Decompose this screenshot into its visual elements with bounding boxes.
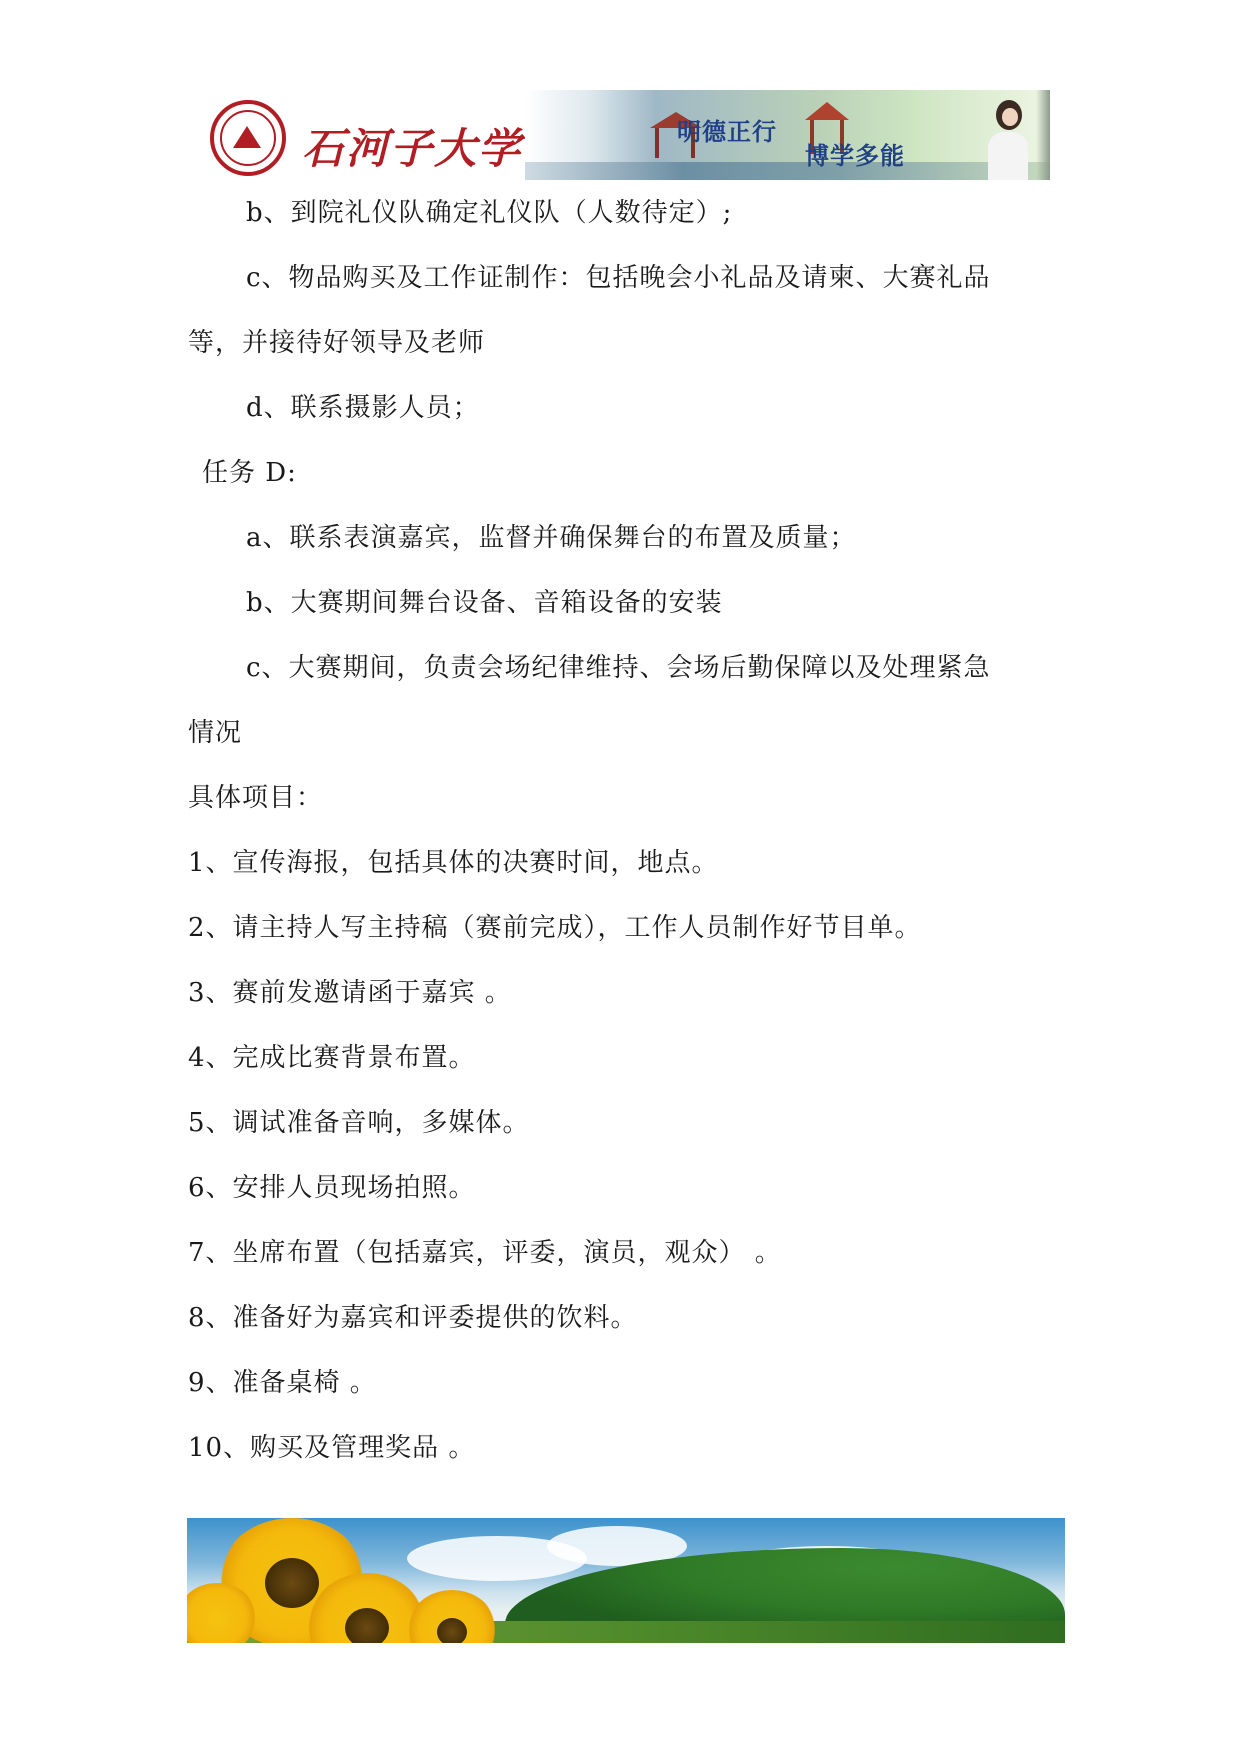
text-line: c、大赛期间，负责会场纪律维持、会场后勤保障以及处理紧急 — [246, 653, 991, 683]
list-item: 5、调试准备音响，多媒体。 — [188, 1108, 530, 1138]
list-item: 10、购买及管理奖品 。 — [188, 1433, 476, 1463]
text-line: c、物品购买及工作证制作：包括晚会小礼品及请柬、大赛礼品 — [246, 263, 991, 293]
text-line: a、联系表演嘉宾，监督并确保舞台的布置及质量； — [246, 523, 857, 553]
text-line: b、大赛期间舞台设备、音箱设备的安装 — [246, 588, 723, 618]
page-header — [210, 90, 1050, 180]
text-line: 情况 — [188, 718, 243, 748]
reading-person-image — [978, 90, 1038, 180]
text-line: 等，并接待好领导及老师 — [188, 328, 486, 358]
list-item: 9、准备桌椅 。 — [188, 1368, 377, 1398]
section-heading: 任务 D: — [202, 458, 297, 488]
header-banner-image — [525, 90, 1050, 180]
section-heading: 具体项目： — [188, 783, 324, 813]
list-item: 4、完成比赛背景布置。 — [188, 1043, 476, 1073]
list-item: 7、坐席布置（包括嘉宾，评委，演员，观众） 。 — [188, 1238, 782, 1268]
university-name-logo: 石河子大学 — [302, 124, 523, 173]
text-line: d、联系摄影人员； — [246, 393, 480, 423]
university-seal-logo — [210, 100, 286, 176]
list-item: 2、请主持人写主持稿（赛前完成），工作人员制作好节目单。 — [188, 913, 922, 943]
list-item: 3、赛前发邀请函于嘉宾 。 — [188, 978, 512, 1008]
text-line: b、到院礼仪队确定礼仪队（人数待定）; — [246, 198, 733, 228]
list-item: 8、准备好为嘉宾和评委提供的饮料。 — [188, 1303, 638, 1333]
list-item: 1、宣传海报，包括具体的决赛时间，地点。 — [188, 848, 719, 878]
list-item: 6、安排人员现场拍照。 — [188, 1173, 476, 1203]
banner-slogan-1: 明德正行 — [677, 118, 777, 146]
banner-slogan-2: 博学多能 — [805, 142, 905, 170]
footer-sunflower-image — [187, 1518, 1065, 1643]
